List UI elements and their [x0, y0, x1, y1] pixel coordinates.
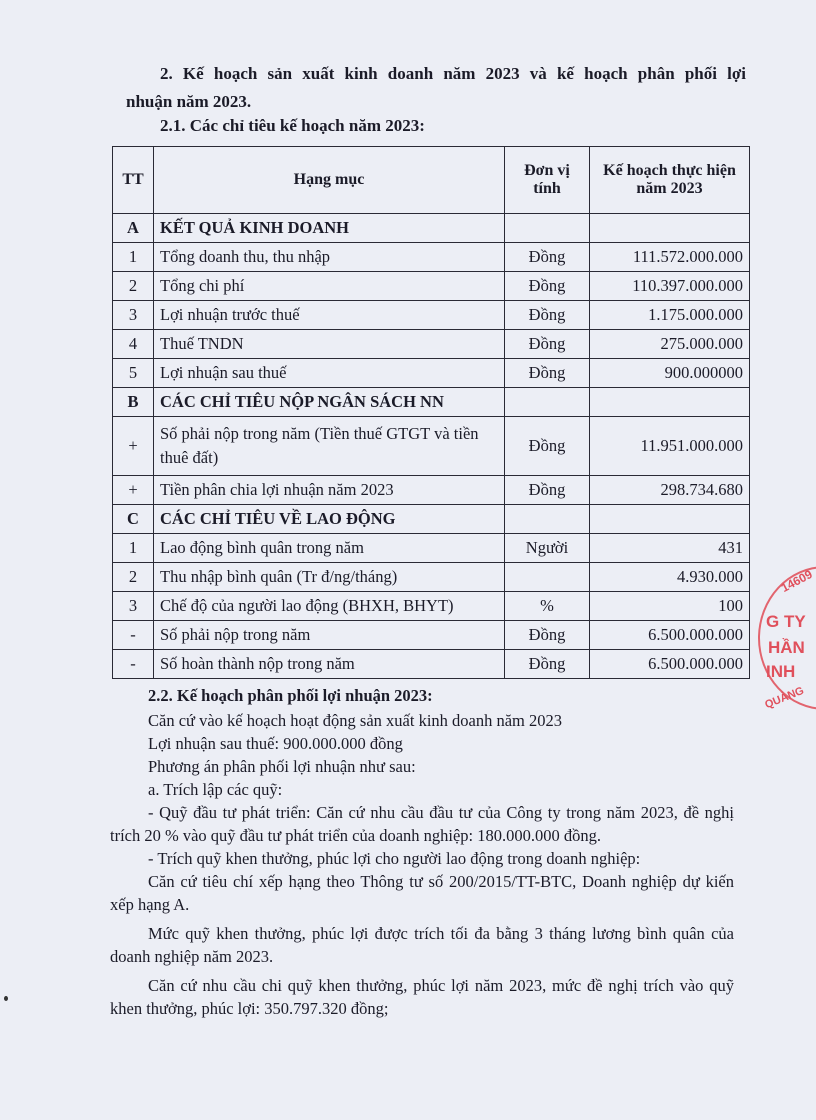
cell-item: Tổng doanh thu, thu nhập: [154, 243, 505, 272]
cell-tt: B: [113, 388, 154, 417]
cell-value: 11.951.000.000: [590, 417, 750, 476]
cell-unit: Đồng: [505, 272, 590, 301]
stamp-line: QUẢNG: [763, 684, 806, 712]
cell-tt: 1: [113, 243, 154, 272]
cell-unit: [505, 214, 590, 243]
header-unit: Đơn vị tính: [505, 147, 590, 214]
cell-unit: Đồng: [505, 650, 590, 679]
cell-value: 1.175.000.000: [590, 301, 750, 330]
cell-unit: Người: [505, 534, 590, 563]
cell-item: Thu nhập bình quân (Tr đ/ng/tháng): [154, 563, 505, 592]
table-row: [113, 214, 750, 243]
section-2-2-body: [110, 684, 734, 1020]
header-tt: TT: [113, 147, 154, 214]
heading-line-1: 2. Kế hoạch sản xuất kinh doanh năm 2023 và kế hoạch phân phối lợi: [160, 64, 746, 83]
header-plan: Kế hoạch thực hiện năm 2023: [590, 147, 750, 214]
paragraph: Mức quỹ khen thưởng, phúc lợi được trích tối đa bằng 3 tháng lương bình quân của doanh nghiệp năm 2023.: [110, 924, 734, 966]
cell-value: 900.000000: [590, 359, 750, 388]
paragraph: Lợi nhuận sau thuế: 900.000.000 đồng: [148, 734, 403, 753]
table-row: [113, 417, 750, 476]
company-stamp: [758, 566, 816, 710]
table-row: [113, 621, 750, 650]
stamp-line: HẦN: [768, 638, 805, 657]
cell-unit: Đồng: [505, 359, 590, 388]
cell-unit: [505, 505, 590, 534]
cell-item: Số hoàn thành nộp trong năm: [154, 650, 505, 679]
paragraph: Căn cứ nhu cầu chi quỹ khen thưởng, phúc lợi năm 2023, mức đề nghị trích vào quỹ khen thưởng, phúc lợi: 350.797.320 đồng;: [110, 976, 734, 1018]
cell-value: 6.500.000.000: [590, 621, 750, 650]
scan-speck: [4, 996, 8, 1001]
cell-tt: 2: [113, 272, 154, 301]
table-row: [113, 359, 750, 388]
cell-tt: 1: [113, 534, 154, 563]
heading-line-2: nhuận năm 2023.: [126, 92, 252, 111]
cell-item: Lao động bình quân trong năm: [154, 534, 505, 563]
table-header-row: [113, 147, 750, 214]
cell-value: 6.500.000.000: [590, 650, 750, 679]
cell-item: Lợi nhuận sau thuế: [154, 359, 505, 388]
cell-item: Thuế TNDN: [154, 330, 505, 359]
cell-unit: %: [505, 592, 590, 621]
cell-value: 298.734.680: [590, 476, 750, 505]
cell-item: Lợi nhuận trước thuế: [154, 301, 505, 330]
cell-tt: 4: [113, 330, 154, 359]
table-row: [113, 243, 750, 272]
cell-item: Số phải nộp trong năm (Tiền thuế GTGT và tiền thuê đất): [154, 417, 505, 476]
cell-tt: 2: [113, 563, 154, 592]
cell-value: 4.930.000: [590, 563, 750, 592]
subheading-2-2: 2.2. Kế hoạch phân phối lợi nhuận 2023:: [148, 686, 433, 705]
cell-unit: [505, 388, 590, 417]
cell-value: [590, 214, 750, 243]
cell-item: Tổng chi phí: [154, 272, 505, 301]
paragraph: - Trích quỹ khen thưởng, phúc lợi cho người lao động trong doanh nghiệp:: [148, 849, 641, 868]
cell-tt: -: [113, 650, 154, 679]
cell-unit: Đồng: [505, 301, 590, 330]
table-row: [113, 330, 750, 359]
paragraph: a. Trích lập các quỹ:: [148, 780, 283, 799]
cell-item: CÁC CHỈ TIÊU NỘP NGÂN SÁCH NN: [154, 388, 505, 417]
cell-value: [590, 388, 750, 417]
cell-tt: C: [113, 505, 154, 534]
stamp-line: G TY: [766, 612, 806, 631]
table-row: [113, 301, 750, 330]
cell-unit: Đồng: [505, 621, 590, 650]
cell-unit: [505, 563, 590, 592]
table-row: [113, 505, 750, 534]
paragraph: Căn cứ vào kế hoạch hoạt động sản xuất kinh doanh năm 2023: [148, 711, 563, 730]
table-row: [113, 476, 750, 505]
cell-tt: A: [113, 214, 154, 243]
header-item: Hạng mục: [154, 147, 505, 214]
table-row: [113, 272, 750, 301]
section-heading: [126, 60, 746, 116]
cell-unit: Đồng: [505, 417, 590, 476]
cell-item: Chế độ của người lao động (BHXH, BHYT): [154, 592, 505, 621]
cell-unit: Đồng: [505, 243, 590, 272]
cell-tt: +: [113, 476, 154, 505]
plan-indicators-table: [112, 146, 750, 679]
table-row: [113, 650, 750, 679]
paragraph: Căn cứ tiêu chí xếp hạng theo Thông tư số 200/2015/TT-BTC, Doanh nghiệp dự kiến xếp hạng A.: [110, 872, 734, 914]
cell-tt: +: [113, 417, 154, 476]
cell-unit: Đồng: [505, 330, 590, 359]
cell-value: 100: [590, 592, 750, 621]
cell-tt: -: [113, 621, 154, 650]
cell-value: 110.397.000.000: [590, 272, 750, 301]
table-row: [113, 592, 750, 621]
cell-item: Số phải nộp trong năm: [154, 621, 505, 650]
cell-value: 111.572.000.000: [590, 243, 750, 272]
stamp-code: 14609: [778, 566, 815, 596]
table-row: [113, 534, 750, 563]
cell-unit: Đồng: [505, 476, 590, 505]
paragraph: Phương án phân phối lợi nhuận như sau:: [148, 757, 416, 776]
cell-tt: 3: [113, 592, 154, 621]
subheading-2-1: 2.1. Các chỉ tiêu kế hoạch năm 2023:: [160, 116, 425, 135]
cell-item: CÁC CHỈ TIÊU VỀ LAO ĐỘNG: [154, 505, 505, 534]
cell-value: [590, 505, 750, 534]
paragraph: - Quỹ đầu tư phát triển: Căn cứ nhu cầu đầu tư của Công ty trong năm 2023, đề nghị trích 20 % vào quỹ đầu tư phát triển của doanh nghiệp: 180.000.000 đồng.: [110, 803, 734, 845]
table-row: [113, 563, 750, 592]
cell-value: 431: [590, 534, 750, 563]
stamp-line: INH: [766, 662, 796, 681]
cell-item: Tiền phân chia lợi nhuận năm 2023: [154, 476, 505, 505]
cell-item: KẾT QUẢ KINH DOANH: [154, 214, 505, 243]
cell-tt: 5: [113, 359, 154, 388]
cell-tt: 3: [113, 301, 154, 330]
cell-value: 275.000.000: [590, 330, 750, 359]
table-row: [113, 388, 750, 417]
